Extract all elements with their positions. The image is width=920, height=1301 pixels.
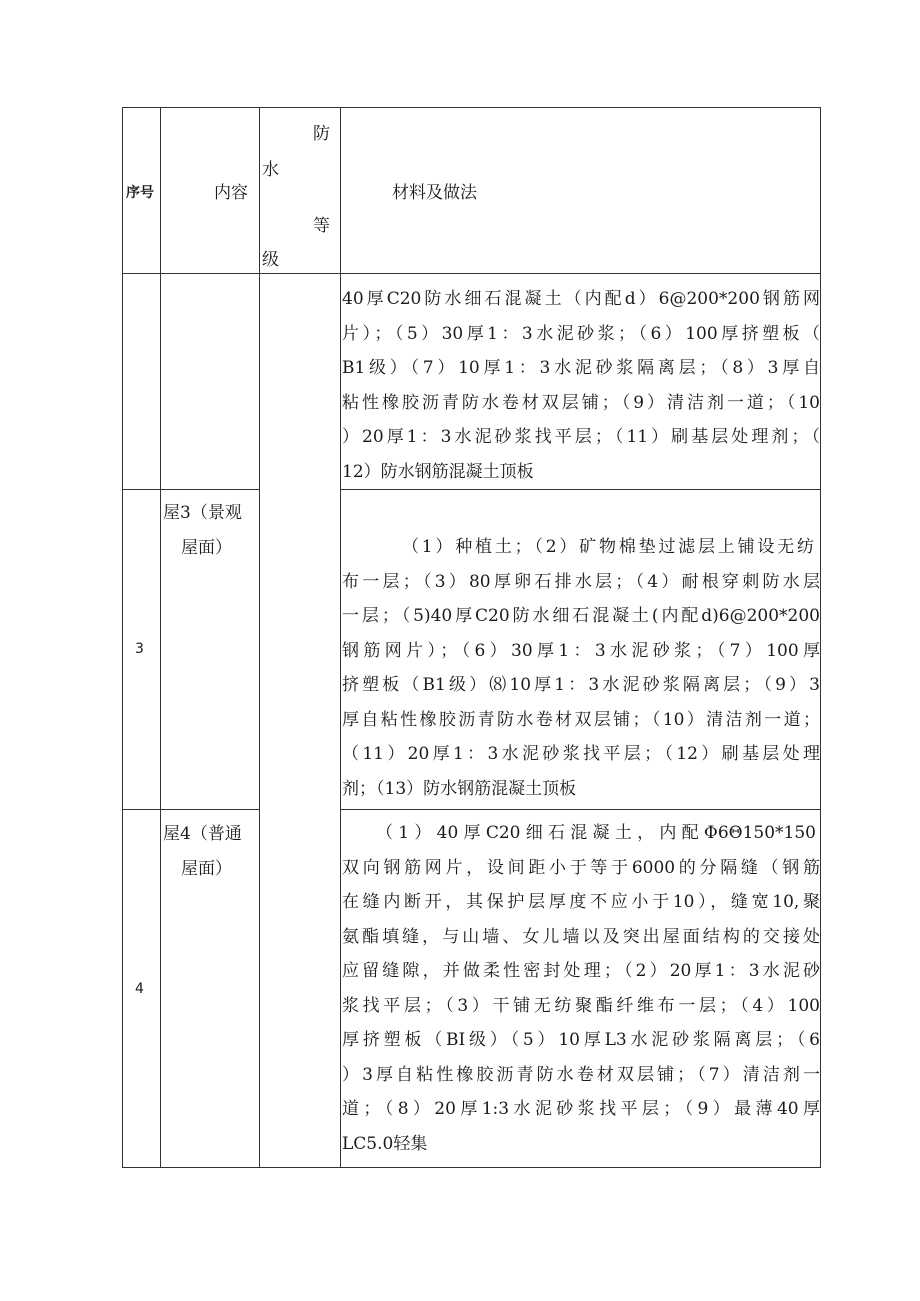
method-line: 厚挤塑板（BI级）（5）10厚L3水泥砂浆隔离层；（6 (342, 1030, 820, 1050)
method-line: （11）20厚1：3水泥砂浆找平层；（12）刷基层处理 (342, 744, 820, 764)
table-border-right (820, 107, 821, 1168)
method-line: 钢筋网片）；（6）30厚1：3水泥砂浆；（7）100厚 (342, 640, 820, 661)
column-divider (340, 107, 341, 1168)
table-border-top (122, 107, 821, 108)
column-divider (259, 107, 260, 1168)
table-border-bottom (122, 1167, 821, 1168)
method-line: 挤塑板（B1级）⑻10厚1：3水泥砂浆隔离层；（9）3 (342, 675, 820, 695)
method-line: 一层；（5)40厚C20防水细石混凝土(内配d)6@200*200 (342, 606, 820, 626)
method-line: 应留缝隙，并做柔性密封处理；（2）20厚1：3水泥砂 (342, 961, 820, 981)
column-divider (160, 107, 161, 1168)
header-level-char-3: 等 (313, 216, 330, 236)
row-divider (340, 809, 821, 810)
row-3-method (342, 816, 820, 1161)
row-divider (340, 489, 821, 490)
row-divider (122, 489, 260, 490)
method-line: ）20厚1：3水泥砂浆找平层；（11）刷基层处理剂；（ (342, 427, 820, 447)
header-bottom-line (122, 273, 821, 274)
method-line: 厚自粘性橡胶沥青防水卷材双层铺；（10）清洁剂一道； (342, 709, 820, 730)
method-line: 双向钢筋网片，设间距小于等于6000的分隔缝（钢筋 (342, 857, 820, 878)
row-2-method (342, 530, 820, 806)
header-method: 材料及做法 (392, 183, 477, 203)
method-line: 剂；（13）防水钢筋混凝土顶板 (342, 778, 577, 799)
method-line: 道；（8）20厚1:3水泥砂浆找平层；（9）最薄40厚 (342, 1099, 820, 1119)
method-line: （1）40厚C20细石混凝土，内配Φ6Θ150*150 (376, 823, 816, 843)
header-seq: 序号 (126, 185, 154, 201)
header-level-char-2: 水 (262, 160, 279, 180)
row-2-seq: 3 (135, 641, 144, 657)
method-line: ）3厚自粘性橡胶沥青防水卷材双层铺；（7）清洁剂一 (342, 1064, 820, 1085)
header-content: 内容 (214, 183, 248, 203)
row-divider (122, 809, 260, 810)
method-line: 布一层；（3）80厚卵石排水层；（4）耐根穿刺防水层 (342, 571, 820, 592)
method-line: （1）种植土；（2）矿物棉垫过滤层上铺设无纺 (402, 537, 814, 557)
row-3-content-line-2: 屋面） (181, 859, 232, 879)
row-2-content-line-2: 屋面） (181, 538, 232, 558)
row-1-method (342, 282, 820, 489)
method-line: B1级）（7）10厚1：3水泥砂浆隔离层；（8）3厚自 (342, 358, 820, 378)
table-border-left (122, 107, 123, 1168)
row-3-content-line-1: 屋4（普通 (163, 824, 242, 844)
method-line: 12）防水钢筋混凝土顶板 (342, 461, 534, 482)
row-2-content-line-1: 屋3（景观 (163, 503, 242, 523)
header-level-char-1: 防 (313, 124, 330, 144)
method-line: 片）；（5）30厚1：3水泥砂浆；（6）100厚挤塑板（ (342, 323, 820, 344)
header-level-char-4: 级 (262, 250, 279, 270)
method-line: 氨酯填缝，与山墙、女儿墙以及突出屋面结构的交接处 (342, 926, 820, 947)
method-line: 浆找平层；（3）干铺无纺聚酯纤维布一层；（4）100 (342, 995, 820, 1016)
method-line: 在缝内断开，其保护层厚度不应小于10），缝宽10,聚 (342, 892, 820, 912)
method-line: 粘性橡胶沥青防水卷材双层铺；（9）清洁剂一道；（10 (342, 392, 820, 413)
row-3-seq: 4 (135, 981, 144, 997)
method-line: 40厚C20防水细石混凝土（内配d）6@200*200钢筋网 (342, 289, 820, 309)
method-line: LC5.0轻集 (342, 1133, 428, 1154)
